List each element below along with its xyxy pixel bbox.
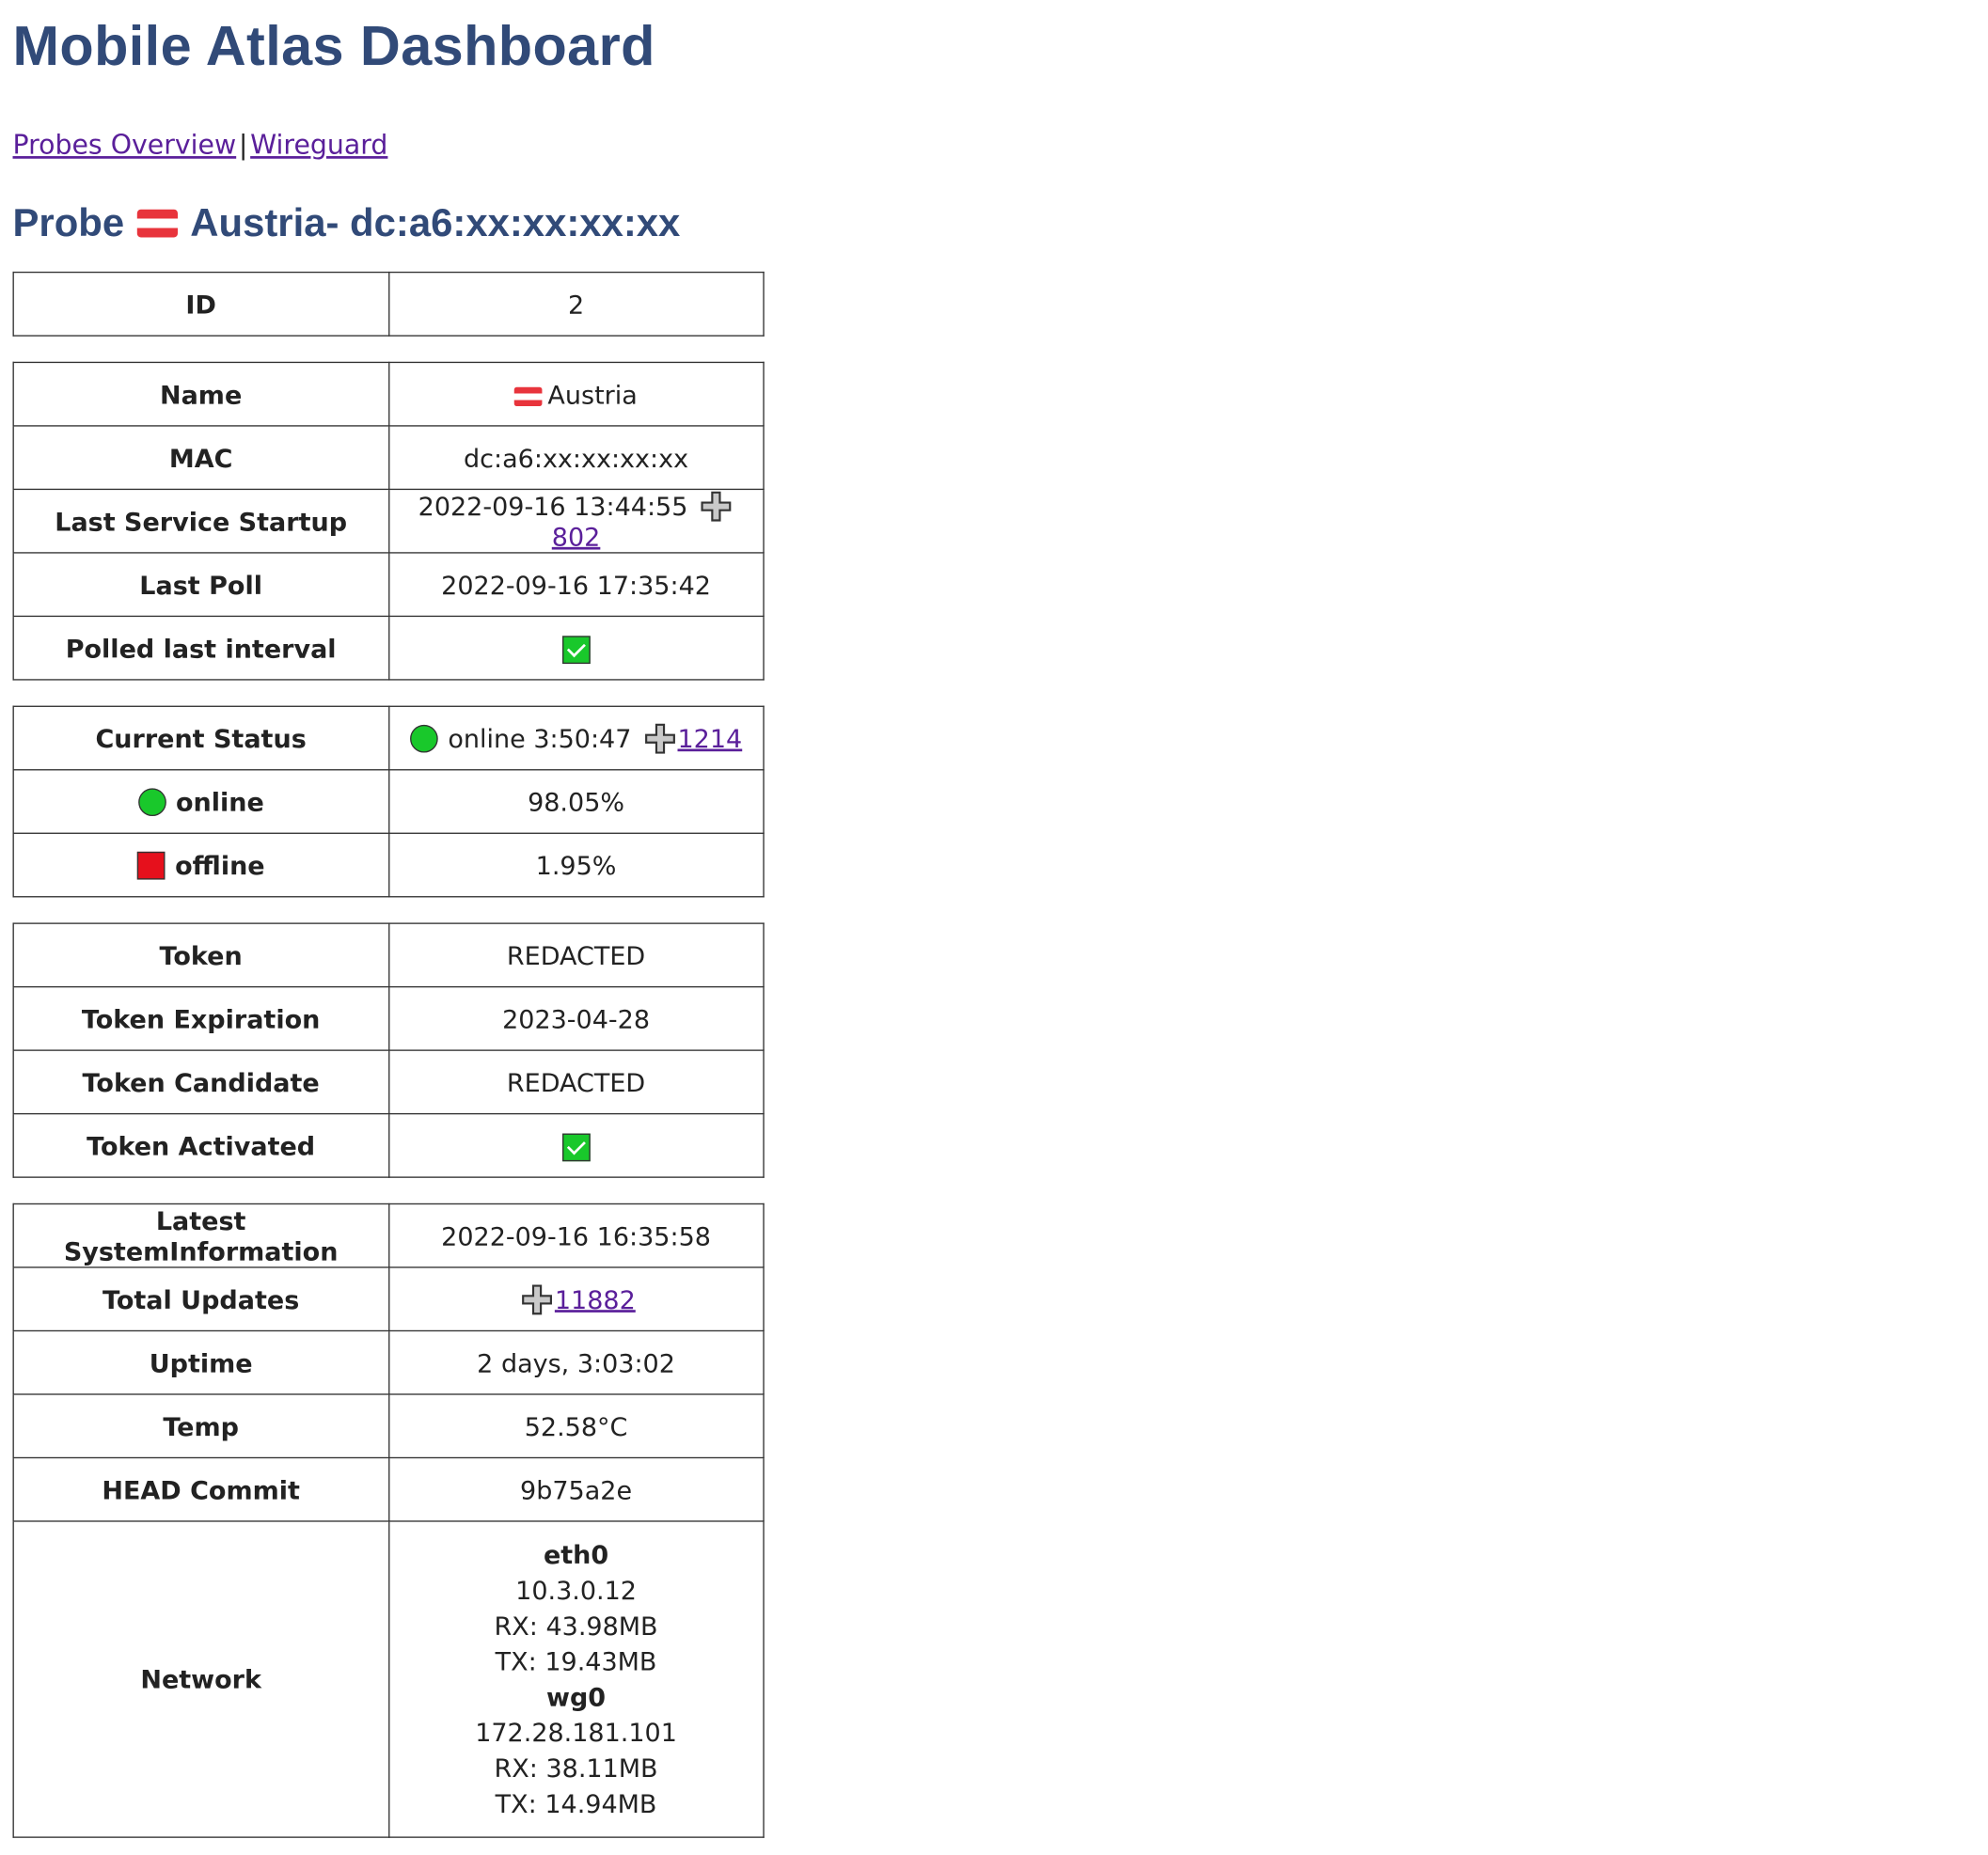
table-row xyxy=(13,923,764,987)
polled-label: Polled last interval xyxy=(13,616,388,680)
startup-cell xyxy=(388,489,764,553)
last-poll-label: Last Poll xyxy=(13,553,388,617)
last-poll-value: 2022-09-16 17:35:42 xyxy=(388,553,764,617)
check-icon xyxy=(562,1133,591,1161)
interface-rx: RX: 38.11MB xyxy=(494,1753,658,1784)
token-expiration-value: 2023-04-28 xyxy=(388,987,764,1051)
nav-probes-overview-link[interactable]: Probes Overview xyxy=(12,129,237,161)
current-status-value: online 3:50:47 xyxy=(448,722,632,754)
latest-sysinfo-value: 2022-09-16 16:35:58 xyxy=(388,1203,764,1267)
table-row xyxy=(13,987,764,1051)
interface-tx: TX: 14.94MB xyxy=(495,1788,657,1819)
mac-label: MAC xyxy=(13,426,388,489)
name-label: Name xyxy=(13,362,388,426)
table-row xyxy=(13,426,764,489)
table-row xyxy=(13,1203,764,1267)
network-cell xyxy=(388,1521,764,1837)
name-value: Austria xyxy=(547,378,638,410)
interface-name: eth0 xyxy=(543,1539,609,1570)
online-label: online xyxy=(175,786,264,817)
token-value: REDACTED xyxy=(388,923,764,987)
token-table xyxy=(13,922,765,1177)
id-value: 2 xyxy=(388,273,764,337)
check-icon xyxy=(562,636,591,664)
uptime-label: Uptime xyxy=(13,1330,388,1394)
online-value: 98.05% xyxy=(388,770,764,834)
table-row xyxy=(13,1267,764,1331)
offline-label: offline xyxy=(175,849,265,881)
latest-sysinfo-label: Latest SystemInformation xyxy=(13,1203,388,1267)
probe-heading-name: Austria- dc:a6:xx:xx:xx:xx xyxy=(190,200,681,245)
token-candidate-label: Token Candidate xyxy=(13,1050,388,1114)
token-candidate-value: REDACTED xyxy=(388,1050,764,1114)
table-row xyxy=(13,1114,764,1178)
table-row xyxy=(13,553,764,617)
total-updates-cell xyxy=(388,1267,764,1331)
table-row xyxy=(13,489,764,553)
head-commit-label: HEAD Commit xyxy=(13,1457,388,1521)
table-row xyxy=(13,1394,764,1458)
head-commit-value: 9b75a2e xyxy=(388,1457,764,1521)
austria-flag-icon xyxy=(514,386,543,405)
token-label: Token xyxy=(13,923,388,987)
token-activated-label: Token Activated xyxy=(13,1114,388,1178)
interface-tx: TX: 19.43MB xyxy=(495,1645,657,1677)
temp-label: Temp xyxy=(13,1394,388,1458)
probe-heading-prefix: Probe xyxy=(12,200,125,245)
total-updates-link[interactable] xyxy=(516,1284,635,1314)
plus-icon xyxy=(701,491,731,521)
offline-value: 1.95% xyxy=(388,833,764,897)
table-row xyxy=(13,273,764,337)
temp-value: 52.58°C xyxy=(388,1394,764,1458)
token-activated-cell xyxy=(388,1114,764,1178)
interface-ip: 172.28.181.101 xyxy=(475,1717,677,1748)
austria-flag-icon xyxy=(137,210,178,238)
table-row xyxy=(13,1521,764,1837)
table-row xyxy=(13,706,764,770)
online-dot-icon xyxy=(137,788,166,816)
table-row xyxy=(13,1457,764,1521)
network-label: Network xyxy=(13,1521,388,1837)
nav-separator: | xyxy=(238,129,248,161)
startup-value: 2022-09-16 13:44:55 xyxy=(418,490,688,522)
system-info-table xyxy=(13,1203,765,1838)
token-expiration-label: Token Expiration xyxy=(13,987,388,1051)
table-row xyxy=(13,770,764,834)
nav-wireguard-link[interactable]: Wireguard xyxy=(250,129,388,161)
offline-label-cell xyxy=(13,833,388,897)
status-count: 1214 xyxy=(677,722,743,754)
current-status-cell xyxy=(388,706,764,770)
nav-bar xyxy=(13,124,1976,165)
mac-value: dc:a6:xx:xx:xx:xx xyxy=(388,426,764,489)
polled-cell xyxy=(388,616,764,680)
online-dot-icon xyxy=(410,724,438,752)
uptime-value: 2 days, 3:03:02 xyxy=(388,1330,764,1394)
name-cell xyxy=(388,362,764,426)
table-row xyxy=(13,1050,764,1114)
startup-count: 802 xyxy=(551,521,601,552)
current-status-label: Current Status xyxy=(13,706,388,770)
status-table xyxy=(13,706,765,898)
probe-heading xyxy=(13,193,1976,254)
status-count-link[interactable] xyxy=(639,723,742,753)
online-label-cell xyxy=(13,770,388,834)
table-row xyxy=(13,1330,764,1394)
interface-rx: RX: 43.98MB xyxy=(494,1611,658,1642)
interface-ip: 10.3.0.12 xyxy=(515,1575,637,1606)
table-row xyxy=(13,833,764,897)
total-updates-label: Total Updates xyxy=(13,1267,388,1331)
plus-icon xyxy=(644,723,674,753)
interface-name: wg0 xyxy=(546,1681,607,1713)
total-updates-count: 11882 xyxy=(554,1283,636,1314)
offline-square-icon xyxy=(137,851,166,879)
probe-info-table xyxy=(13,362,765,681)
plus-icon xyxy=(522,1284,552,1314)
table-row xyxy=(13,362,764,426)
page-title: Mobile Atlas Dashboard xyxy=(12,15,655,78)
id-table xyxy=(13,272,765,337)
table-row xyxy=(13,616,764,680)
id-label: ID xyxy=(13,273,388,337)
startup-label: Last Service Startup xyxy=(13,489,388,553)
